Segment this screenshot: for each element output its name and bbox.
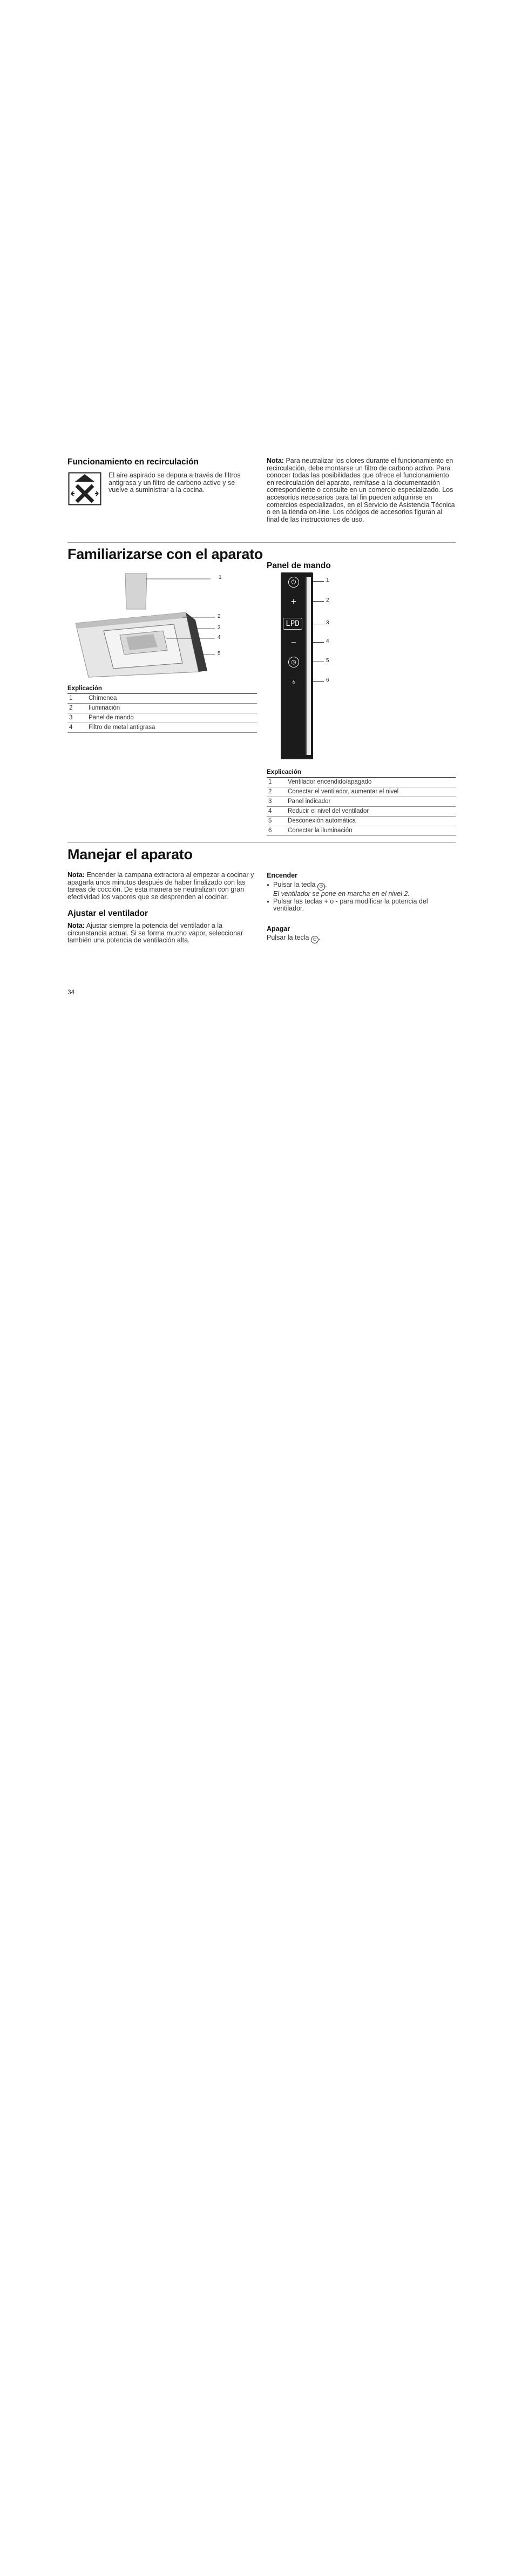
table-row: 1 Chimenea [67,694,257,704]
callout-4: 4 [218,635,221,640]
recirc-title: Funcionamiento en recirculación [67,457,199,467]
apagar-title: Apagar [267,925,290,933]
minus-icon: − [290,637,297,648]
familiar-table [67,685,257,733]
note-text: Para neutralizar los olores durante el funcionamiento en recirculación, debe montarse un filtro de carbono activo. Para conocer todas las posibilidades que ofrece el funcionamiento en recirculación del aparato, remítase a la documentación correspondiente o consulte en un comercio especializado. Los accesorios necesarios para tal fin pueden adquirirse en comercios especializados, en el Servicio de Asistencia Técnica o en la tienda on-line. Los códigos de accesorios figuran al final de las instrucciones de uso. [267,457,455,523]
panel-table [267,769,456,836]
manejar-note [67,872,256,901]
section-divider [67,542,456,543]
note-label: Nota: [67,922,85,929]
recirc-note [267,457,456,523]
section-divider [67,842,456,843]
panel-callout-2: 2 [326,597,329,603]
panel-callout-4: 4 [326,638,329,644]
list-item: ● Pulsar la tecla ⏻ . [267,881,456,891]
encender-title: Encender [267,872,297,879]
control-panel-strip [281,572,313,759]
table-row: 1 Ventilador encendido/apagado [267,778,456,787]
panel-title: Panel de mando [267,561,331,570]
power-icon: ⏻ [311,936,319,943]
table-row: 5 Desconexión automática [267,817,456,826]
panel-callout-3: 3 [326,620,329,626]
light-icon: ♁ [290,677,297,686]
ajustar-title: Ajustar el ventilador [67,909,148,918]
plus-icon: + [290,596,297,607]
table-row: 6 Conectar la iluminación [267,826,456,836]
familiar-title: Familiarizarse con el aparato [67,546,263,562]
list-item: ● Pulsar las teclas + o - para modificar la potencia del ventilador. [267,898,456,913]
note-label: Nota: [267,457,284,464]
table-row: 2 Iluminación [67,704,257,713]
table-row: 4 Reducir el nivel del ventilador [267,807,456,817]
power-icon: ⏻ [288,577,299,588]
power-icon: ⏻ [317,883,325,891]
panel-callout-6: 6 [326,677,329,683]
callout-1: 1 [219,575,222,581]
table-row: 4 Filtro de metal antigrasa [67,723,257,733]
apagar-text: Pulsar la tecla ⏻ . [267,934,456,943]
callout-3: 3 [218,625,221,631]
manejar-title: Manejar el aparato [67,846,193,862]
ajustar-note [67,922,256,945]
note-text: Ajustar siempre la potencia del ventilador a la circunstancia actual. Si se forma mucho vapor, seleccionar también una potencia de ventilación alta. [67,922,243,945]
page-number: 34 [67,988,75,996]
encender-steps [267,881,456,913]
callout-2: 2 [218,613,221,619]
timer-icon: ◷ [288,657,299,667]
familiar-table-header: Explicación [67,685,257,694]
recirc-text: El aire aspirado se depura a través de filtros antigrasa y un filtro de carbono activo y se vuelve a suministrar a la cocina. [109,471,241,494]
callout-5: 5 [218,651,221,657]
hood-illustration [70,570,232,678]
note-text: Encender la campana extractora al empezar a cocinar y apagarla unos minutos después de haber finalizado con las tareas de cocción. De esta manera se neutralizan con gran efectividad los vapores que se desprenden al cocinar. [67,871,254,901]
panel-callout-5: 5 [326,658,329,664]
display-panel: LPD [283,618,302,630]
encender-result: El ventilador se pone en marcha en el nivel 2. [273,890,410,898]
panel-callout-1: 1 [326,577,329,583]
recirculation-icon [68,472,101,505]
table-row: 2 Conectar el ventilador, aumentar el nivel [267,787,456,797]
panel-table-header: Explicación [267,769,456,778]
table-row: 3 Panel indicador [267,797,456,807]
note-label: Nota: [67,871,85,879]
table-row: 3 Panel de mando [67,713,257,723]
